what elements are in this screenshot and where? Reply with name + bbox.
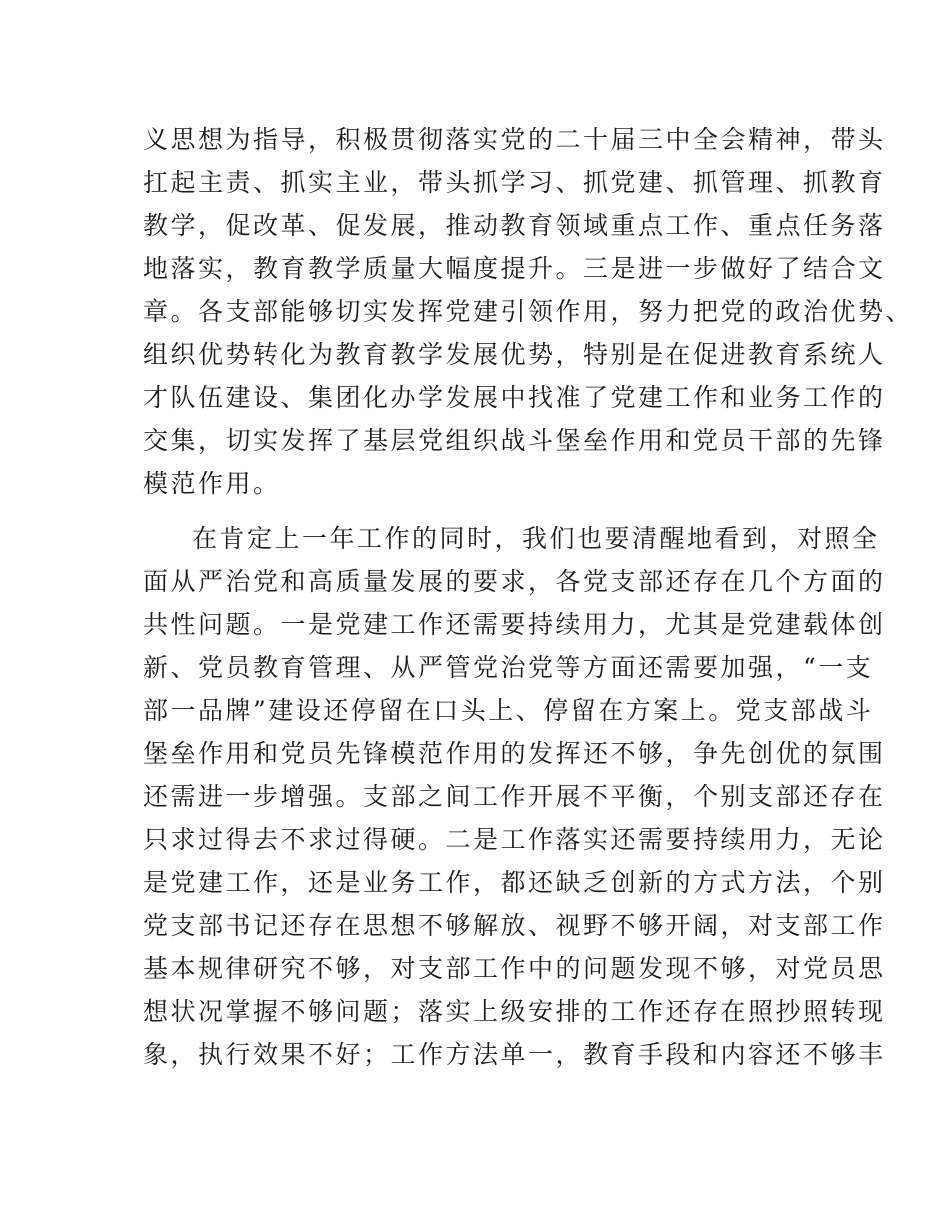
paragraph-line: 党支部书记还存在思想不够解放、视野不够开阔，对支部工作 xyxy=(143,911,886,940)
paragraph-line: 章。各支部能够切实发挥党建引领作用，努力把党的政治优势、 xyxy=(143,297,914,326)
paragraph-line: 义思想为指导，积极贯彻落实党的二十届三中全会精神，带头 xyxy=(143,125,886,154)
paragraph-line: 扛起主责、抓实主业，带头抓学习、抓党建、抓管理、抓教育 xyxy=(143,168,886,197)
paragraph-line: 共性问题。一是党建工作还需要持续用力，尤其是党建载体创 xyxy=(143,610,886,639)
paragraph-line: 只求过得去不求过得硬。二是工作落实还需要持续用力，无论 xyxy=(143,825,886,854)
paragraph-line: 模范作用。 xyxy=(143,469,281,498)
paragraph-line: 教学，促改革、促发展，推动教育领域重点工作、重点任务落 xyxy=(143,211,886,240)
paragraph-line: 是党建工作，还是业务工作，都还缺乏创新的方式方法，个别 xyxy=(143,868,886,897)
paragraph-line: 想状况掌握不够问题；落实上级安排的工作还存在照抄照转现 xyxy=(143,997,886,1026)
paragraph-line: 堡垒作用和党员先锋模范作用的发挥还不够，争先创优的氛围 xyxy=(143,739,886,768)
paragraph-line: 还需进一步增强。支部之间工作开展不平衡，个别支部还存在 xyxy=(143,782,886,811)
paragraph-line: 新、党员教育管理、从严管党治党等方面还需要加强，“一支 xyxy=(143,653,874,682)
paragraph-line: 象，执行效果不好；工作方法单一，教育手段和内容还不够丰 xyxy=(143,1040,886,1069)
paragraph-line: 部一品牌”建设还停留在口头上、停留在方案上。党支部战斗 xyxy=(143,696,874,725)
paragraph-line: 在肯定上一年工作的同时，我们也要清醒地看到，对照全 xyxy=(192,524,880,553)
paragraph-line: 组织优势转化为教育教学发展优势，特别是在促进教育系统人 xyxy=(143,340,886,369)
paragraph-line: 交集，切实发挥了基层党组织战斗堡垒作用和党员干部的先锋 xyxy=(143,426,886,455)
paragraph-line: 地落实，教育教学质量大幅度提升。三是进一步做好了结合文 xyxy=(143,254,886,283)
paragraph-line: 基本规律研究不够，对支部工作中的问题发现不够，对党员思 xyxy=(143,954,886,983)
paragraph-line: 才队伍建设、集团化办学发展中找准了党建工作和业务工作的 xyxy=(143,383,886,412)
paragraph-line: 面从严治党和高质量发展的要求，各党支部还存在几个方面的 xyxy=(143,567,886,596)
